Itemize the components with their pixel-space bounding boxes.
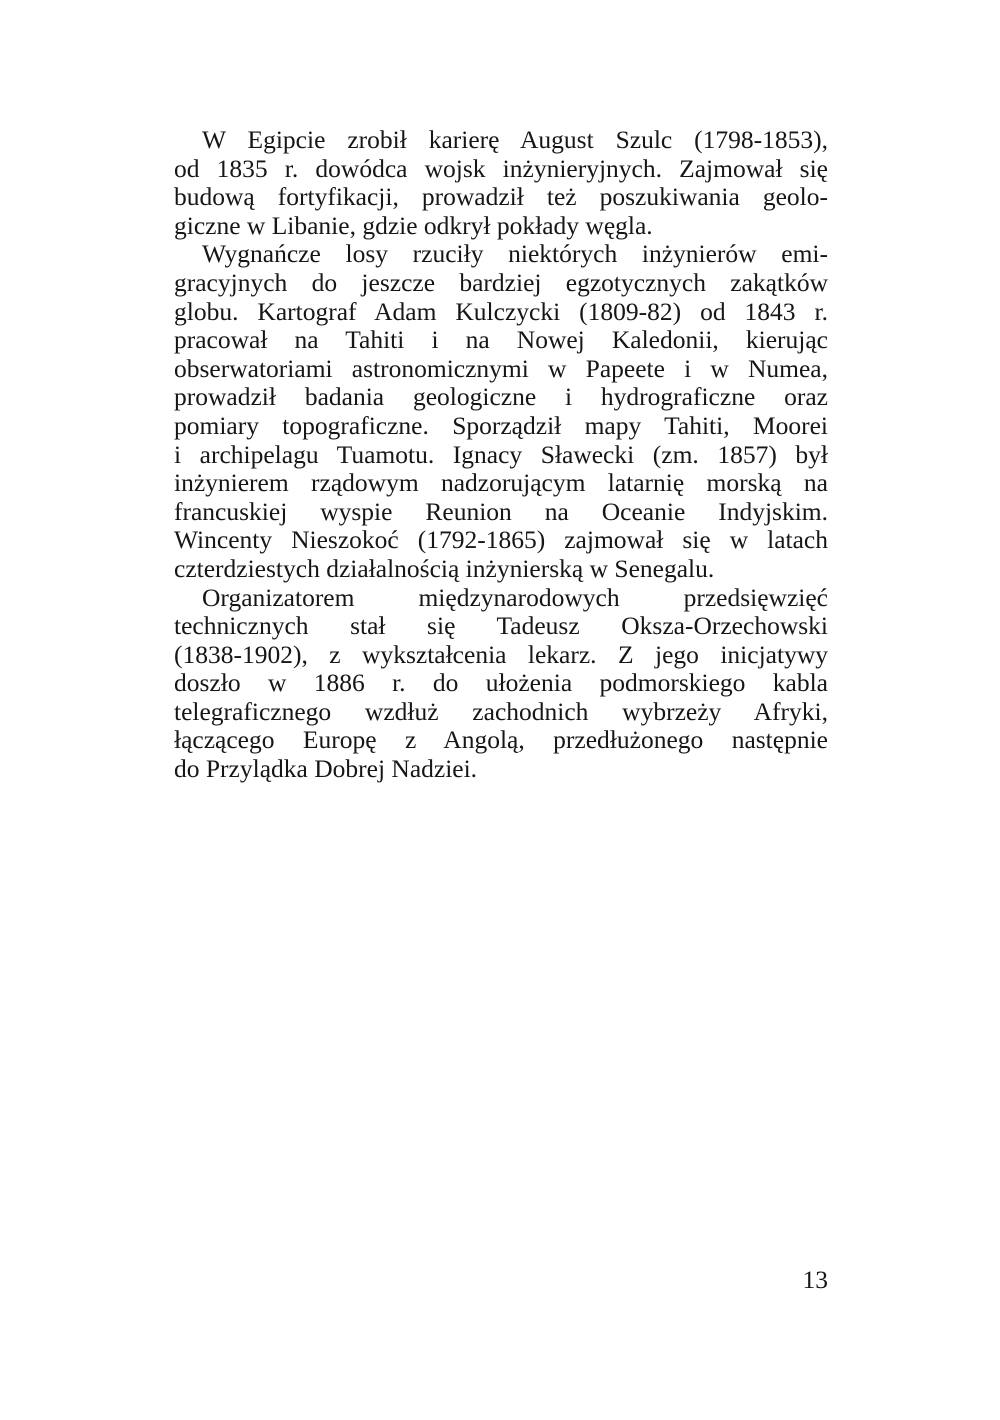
- text-line: pracował na Tahiti i na Nowej Kaledonii, kierując: [174, 325, 828, 355]
- text-line: pomiary topograficzne. Sporządził mapy Tahiti, Moorei: [174, 410, 828, 440]
- text-line: telegraficznego wzdłuż zachodnich wybrzeży Afryki,: [174, 696, 828, 726]
- page-body-text: [174, 126, 828, 784]
- text-line: W Egipcie zrobił karierę August Szulc (1798-1853),: [202, 125, 828, 154]
- text-line: od 1835 r. dowódca wojsk inżynieryjnych. Zajmował się: [174, 153, 828, 183]
- text-line: Wygnańcze losy rzuciły niektórych inżynierów emi-: [202, 239, 828, 269]
- text-line: czterdziestych działalnością inżynierską w Senegalu.: [174, 553, 715, 583]
- text-line: i archipelagu Tuamotu. Ignacy Sławecki (zm. 1857) był: [174, 439, 828, 469]
- text-line: Wincenty Nieszokoć (1792-1865) zajmował się w latach: [174, 525, 828, 555]
- text-line: doszło w 1886 r. do ułożenia podmorskiego kabla: [174, 668, 828, 698]
- text-line: łączącego Europę z Angolą, przedłużonego następnie: [174, 725, 828, 755]
- page-number: 13: [802, 1265, 828, 1294]
- text-line: (1838-1902), z wykształcenia lekarz. Z jego inicjatywy: [174, 639, 828, 669]
- paragraph-exile-engineers: [174, 240, 828, 583]
- text-line: giczne w Libanie, gdzie odkrył pokłady węgla.: [174, 210, 653, 240]
- text-line: globu. Kartograf Adam Kulczycki (1809-82) od 1843 r.: [174, 296, 828, 326]
- text-line: francuskiej wyspie Reunion na Oceanie Indyjskim.: [174, 496, 828, 526]
- text-line: technicznych stał się Tadeusz Oksza-Orzechowski: [174, 611, 828, 641]
- text-line: gracyjnych do jeszcze bardziej egzotycznych zakątków: [174, 267, 828, 297]
- paragraph-telegraph-cable: [174, 584, 828, 784]
- text-line: budową fortyfikacji, prowadził też poszukiwania geolo-: [174, 182, 828, 212]
- text-line: inżynierem rządowym nadzorującym latarnię morską na: [174, 468, 828, 498]
- text-line: do Przylądka Dobrej Nadziei.: [174, 754, 478, 784]
- text-line: obserwatoriami astronomicznymi w Papeete i w Numea,: [174, 353, 828, 383]
- paragraph-egypt: [174, 126, 828, 240]
- text-line: prowadził badania geologiczne i hydrograficzne oraz: [174, 382, 828, 412]
- text-line: Organizatorem międzynarodowych przedsięwzięć: [202, 582, 828, 612]
